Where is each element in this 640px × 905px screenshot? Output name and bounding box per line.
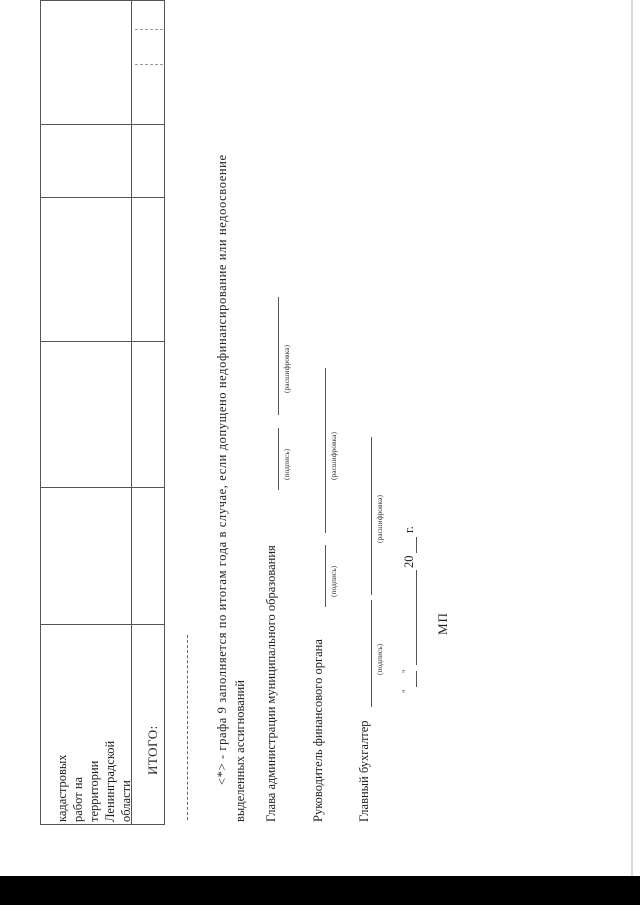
- rotated-content: [30, 0, 590, 825]
- scan-bottom-border: [0, 876, 640, 905]
- date-year-suffix: г.: [402, 526, 416, 533]
- date-day-line: [416, 671, 417, 687]
- decoding-caption: (расшифровка): [375, 495, 384, 543]
- table-cell-name: кадастровых работ на территории Ленинградской области: [55, 740, 133, 822]
- table-border-left: [40, 824, 165, 825]
- footnote-line-1: <*> - графа 9 заполняется по итогам года в случае, если допущено недофинансирование или недоосвоение: [215, 154, 229, 785]
- date-year-line: [416, 537, 417, 553]
- signature-caption: (подпись): [375, 643, 384, 675]
- date-quote-open: ": [401, 689, 411, 693]
- table-column-divider: [40, 197, 165, 198]
- table-total-label: ИТОГО:: [145, 725, 160, 775]
- table-dashed-mark: [135, 64, 163, 65]
- budget-table: [40, 0, 165, 825]
- date-month-line: [416, 570, 417, 665]
- footnote-line-2: выделенных ассигнований: [233, 680, 247, 822]
- table-column-divider: [40, 487, 165, 488]
- decoding-line: [325, 368, 326, 533]
- finance-head-label: Руководитель финансового органа: [311, 639, 325, 822]
- page-edge: [631, 0, 633, 876]
- head-of-administration-label: Глава администрации муниципального образования: [264, 545, 278, 822]
- decoding-caption: (расшифровка): [282, 345, 291, 393]
- table-border-right: [40, 0, 165, 1]
- footnote-separator: [187, 635, 188, 820]
- table-column-divider: [40, 341, 165, 342]
- decoding-caption: (расшифровка): [329, 432, 338, 480]
- signature-line: [278, 428, 279, 490]
- signature-caption: (подпись): [329, 565, 338, 597]
- signature-line: [325, 545, 326, 607]
- signature-caption: (подпись): [282, 448, 291, 480]
- date-year-prefix: 20: [402, 555, 416, 568]
- decoding-line: [278, 297, 279, 415]
- signature-line: [371, 600, 372, 707]
- table-dashed-mark: [135, 29, 163, 30]
- stamp-place-label: МП: [435, 612, 450, 635]
- table-column-divider: [40, 624, 165, 625]
- date-quote-close: ": [401, 669, 411, 673]
- table-column-divider: [40, 124, 165, 125]
- decoding-line: [371, 437, 372, 595]
- chief-accountant-label: Главный бухгалтер: [357, 720, 371, 822]
